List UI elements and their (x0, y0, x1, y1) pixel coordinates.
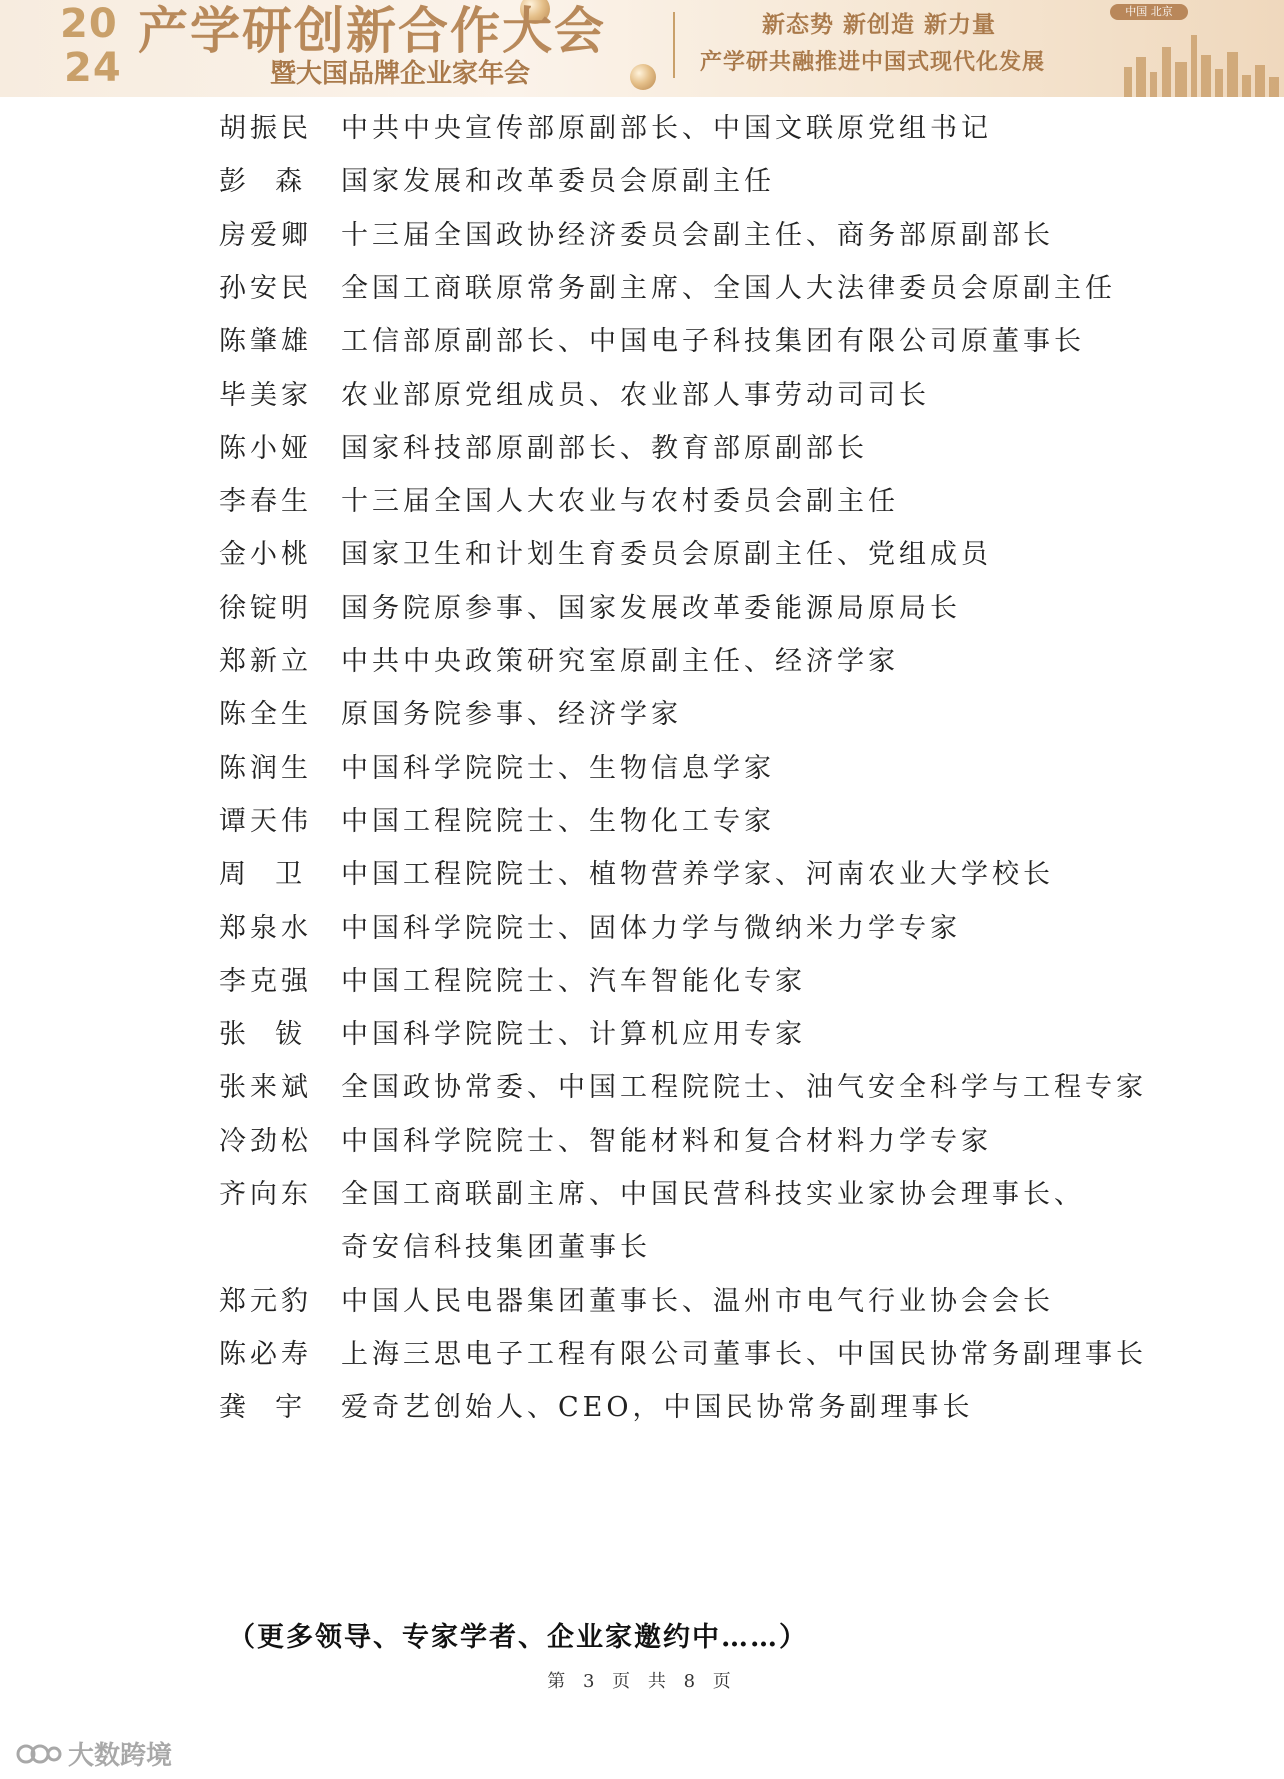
attendee-title: 国家科技部原副部长、教育部原副部长 (341, 433, 868, 464)
attendee-name: 孙安民 (219, 273, 312, 304)
attendee-title: 中国工程院院士、植物营养学家、河南农业大学校长 (341, 859, 1054, 890)
attendee-name: 金小桃 (219, 539, 312, 570)
attendee-name: 毕美家 (219, 380, 312, 411)
attendee-name: 谭天伟 (219, 806, 312, 837)
attendee-title: 全国工商联副主席、中国民营科技实业家协会理事长、 (341, 1179, 1085, 1210)
event-year (60, 2, 140, 94)
attendee-row (0, 799, 1284, 845)
gold-sphere-decoration (630, 64, 656, 90)
attendee-name: 齐向东 (219, 1179, 312, 1210)
attendee-row (0, 746, 1284, 792)
attendee-title: 中共中央宣传部原副部长、中国文联原党组书记 (341, 113, 992, 144)
attendee-row (0, 426, 1284, 472)
attendee-row (0, 213, 1284, 259)
closing-note: （更多领导、专家学者、企业家邀约中……） (228, 1622, 808, 1653)
attendee-title: 全国工商联原常务副主席、全国人大法律委员会原副主任 (341, 273, 1116, 304)
event-subtitle: 暨大国品牌企业家年会 (270, 59, 531, 89)
attendee-title: 中共中央政策研究室原副主任、经济学家 (341, 646, 899, 677)
attendee-title: 中国科学院院士、计算机应用专家 (341, 1019, 806, 1050)
attendee-name: 彭 森 (219, 166, 307, 197)
attendee-title: 工信部原副部长、中国电子科技集团有限公司原董事长 (341, 326, 1085, 357)
watermark-text: 大数跨境 (68, 1741, 173, 1771)
attendee-row (0, 373, 1284, 419)
attendee-row (0, 959, 1284, 1005)
attendee-row (0, 1065, 1284, 1111)
attendee-title: 中国科学院院士、固体力学与微纳米力学专家 (341, 913, 961, 944)
attendee-title: 爱奇艺创始人、CEO，中国民协常务副理事长 (341, 1392, 974, 1423)
attendee-name: 冷劲松 (219, 1126, 312, 1157)
event-year-top: 20 (60, 1, 118, 47)
attendee-name: 陈润生 (219, 753, 312, 784)
attendee-row (0, 852, 1284, 898)
attendee-row (0, 266, 1284, 312)
attendee-row (0, 1172, 1284, 1218)
attendee-title: 国务院原参事、国家发展改革委能源局原局长 (341, 593, 961, 624)
event-year-bottom: 24 (64, 45, 122, 91)
attendee-row (0, 1332, 1284, 1378)
attendee-row (0, 586, 1284, 632)
attendee-row (0, 106, 1284, 152)
attendee-title: 原国务院参事、经济学家 (341, 699, 682, 730)
attendee-name: 张来斌 (219, 1072, 312, 1103)
location-badge: 中国 北京 (1110, 4, 1188, 20)
attendee-title: 奇安信科技集团董事长 (341, 1232, 651, 1263)
attendee-title: 国家卫生和计划生育委员会原副主任、党组成员 (341, 539, 992, 570)
attendee-name: 李克强 (219, 966, 312, 997)
attendee-name: 郑新立 (219, 646, 312, 677)
attendee-row (0, 319, 1284, 365)
attendee-title: 中国工程院院士、汽车智能化专家 (341, 966, 806, 997)
attendee-title: 中国科学院院士、生物信息学家 (341, 753, 775, 784)
attendee-name: 陈肇雄 (219, 326, 312, 357)
attendee-row (0, 1225, 1284, 1271)
watermark-logo-icon (16, 1741, 62, 1767)
attendee-name: 徐锭明 (219, 593, 312, 624)
attendee-name: 陈小娅 (219, 433, 312, 464)
skyline-illustration (1114, 27, 1284, 97)
banner-divider (673, 12, 675, 78)
attendee-name: 周 卫 (219, 859, 307, 890)
watermark (16, 1735, 172, 1772)
attendee-row (0, 1279, 1284, 1325)
attendee-name: 郑元豹 (219, 1286, 312, 1317)
attendee-name: 陈全生 (219, 699, 312, 730)
attendee-row (0, 1119, 1284, 1165)
attendee-row (0, 479, 1284, 525)
attendee-row (0, 1012, 1284, 1058)
attendee-name: 房爱卿 (219, 220, 312, 251)
attendee-row (0, 159, 1284, 205)
attendee-title: 中国人民电器集团董事长、温州市电气行业协会会长 (341, 1286, 1054, 1317)
attendee-name: 张 钹 (219, 1019, 307, 1050)
attendee-row (0, 692, 1284, 738)
attendee-title: 十三届全国人大农业与农村委员会副主任 (341, 486, 899, 517)
event-title: 产学研创新合作大会 (138, 2, 606, 60)
event-banner (0, 0, 1284, 97)
attendee-row (0, 906, 1284, 952)
attendee-title: 上海三思电子工程有限公司董事长、中国民协常务副理事长 (341, 1339, 1147, 1370)
attendee-row (0, 639, 1284, 685)
attendee-name: 郑泉水 (219, 913, 312, 944)
attendee-name: 李春生 (219, 486, 312, 517)
event-theme: 产学研共融推进中国式现代化发展 (700, 50, 1046, 75)
attendee-title: 农业部原党组成员、农业部人事劳动司司长 (341, 380, 930, 411)
event-slogan: 新态势 新创造 新力量 (762, 12, 997, 38)
attendee-row (0, 532, 1284, 578)
page-number: 第 3 页 共 8 页 (547, 1671, 737, 1692)
attendee-title: 全国政协常委、中国工程院院士、油气安全科学与工程专家 (341, 1072, 1147, 1103)
attendee-title: 十三届全国政协经济委员会副主任、商务部原副部长 (341, 220, 1054, 251)
attendee-title: 国家发展和改革委员会原副主任 (341, 166, 775, 197)
attendee-name: 龚 宇 (219, 1392, 307, 1423)
attendee-title: 中国科学院院士、智能材料和复合材料力学专家 (341, 1126, 992, 1157)
attendee-title: 中国工程院院士、生物化工专家 (341, 806, 775, 837)
attendee-row (0, 1385, 1284, 1431)
attendee-name: 胡振民 (219, 113, 312, 144)
attendee-name: 陈必寿 (219, 1339, 312, 1370)
